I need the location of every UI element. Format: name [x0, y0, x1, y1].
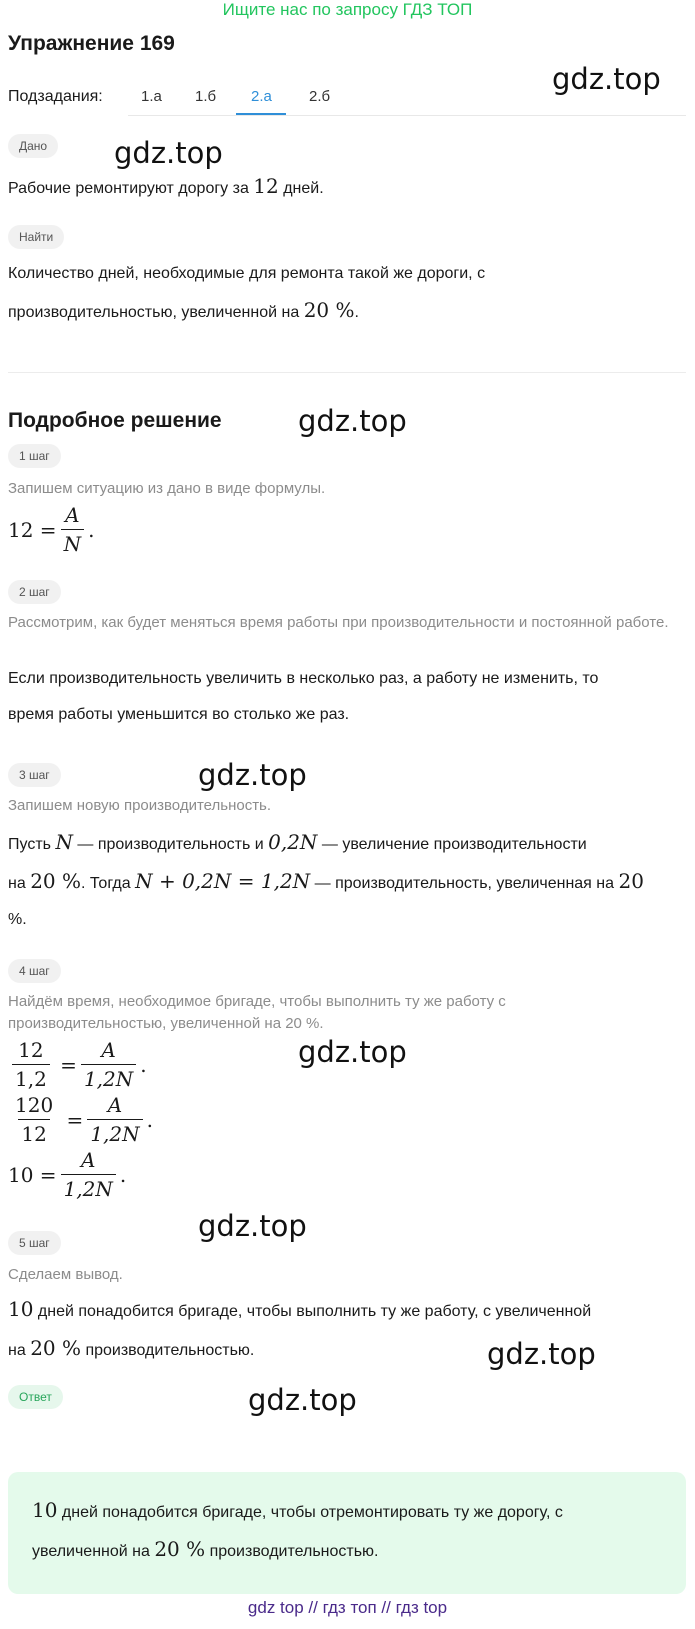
watermark: gdz.top [248, 1383, 357, 1417]
step-3-hint: Запишем новую производительность. [8, 797, 272, 814]
tab-2b[interactable]: 2.б [309, 88, 331, 105]
tab-1a[interactable]: 1.а [141, 88, 162, 105]
given-pill: Дано [8, 134, 58, 158]
find-text: Количество дней, необходимые для ремонта такой же дороги, с производительностью, увеличенной на 20 %. [8, 265, 486, 322]
step-1-formula: 12 = $\frac{A}{N}$ . [8, 503, 95, 556]
watermark: gdz.top [198, 758, 307, 792]
solution-title: Подробное решение [8, 409, 222, 432]
active-tab-indicator [236, 113, 286, 115]
tabs-divider [128, 115, 686, 116]
step-5-pill: 5 шаг [8, 1231, 61, 1255]
step-3-text: Пусть N — производительность и 0,2N — увеличение производительности на 20 %. Тогда N + 0,2N = 1,2N — производительность, увеличенная на 20 %. [8, 830, 644, 928]
find-pill: Найти [8, 225, 64, 249]
step-5-hint: Сделаем вывод. [8, 1266, 123, 1283]
top-banner[interactable]: Ищите нас по запросу ГДЗ ТОП [222, 0, 473, 19]
step-4-equation-1: $\frac{12}{1,2}$ = $\frac{A}{1,2N}$ . [8, 1038, 147, 1091]
watermark: gdz.top [298, 404, 407, 438]
watermark: gdz.top [198, 1209, 307, 1243]
answer-pill: Ответ [8, 1385, 63, 1409]
watermark: gdz.top [114, 136, 223, 170]
step-4-equation-3: 10 = $\frac{A}{1,2N}$ . [8, 1148, 127, 1201]
tab-1b[interactable]: 1.б [195, 88, 217, 105]
watermark: gdz.top [298, 1035, 407, 1069]
subtasks-label: Подзадания: [8, 88, 103, 105]
given-text: Рабочие ремонтируют дорогу за 12 дней. [8, 174, 324, 198]
step-1-pill: 1 шаг [8, 444, 61, 468]
step-2-text: Если производительность увеличить в несколько раз, а работу не изменить, то время работы уменьшится во столько же раз. [8, 670, 599, 723]
step-4-equation-2: $\frac{120}{12}$ = $\frac{A}{1,2N}$ . [15, 1093, 153, 1146]
step-3-pill: 3 шаг [8, 763, 61, 787]
answer-text: 10 дней понадобится бригаде, чтобы отремонтировать ту же дорогу, с увеличенной на 20 % производительностью. [32, 1498, 563, 1561]
footer-links[interactable]: gdz top // гдз топ // гдз top [247, 1598, 448, 1617]
tab-2a[interactable]: 2.а [251, 88, 272, 105]
step-4-pill: 4 шаг [8, 959, 61, 983]
page-title: Упражнение 169 [8, 32, 175, 55]
watermark: gdz.top [487, 1337, 596, 1371]
step-2-pill: 2 шаг [8, 580, 61, 604]
step-2-hint: Рассмотрим, как будет меняться время работы при производительности и постоянной работе. [8, 614, 669, 631]
step-1-hint: Запишем ситуацию из дано в виде формулы. [8, 480, 326, 497]
watermark: gdz.top [552, 62, 661, 96]
step-5-text: 10 дней понадобится бригаде, чтобы выполнить ту же работу, с увеличенной на 20 % производительностью. [8, 1297, 592, 1360]
section-divider [8, 372, 686, 373]
step-4-hint: Найдём время, необходимое бригаде, чтобы выполнить ту же работу с производительностью, увеличенной на 20 %. [8, 993, 506, 1032]
